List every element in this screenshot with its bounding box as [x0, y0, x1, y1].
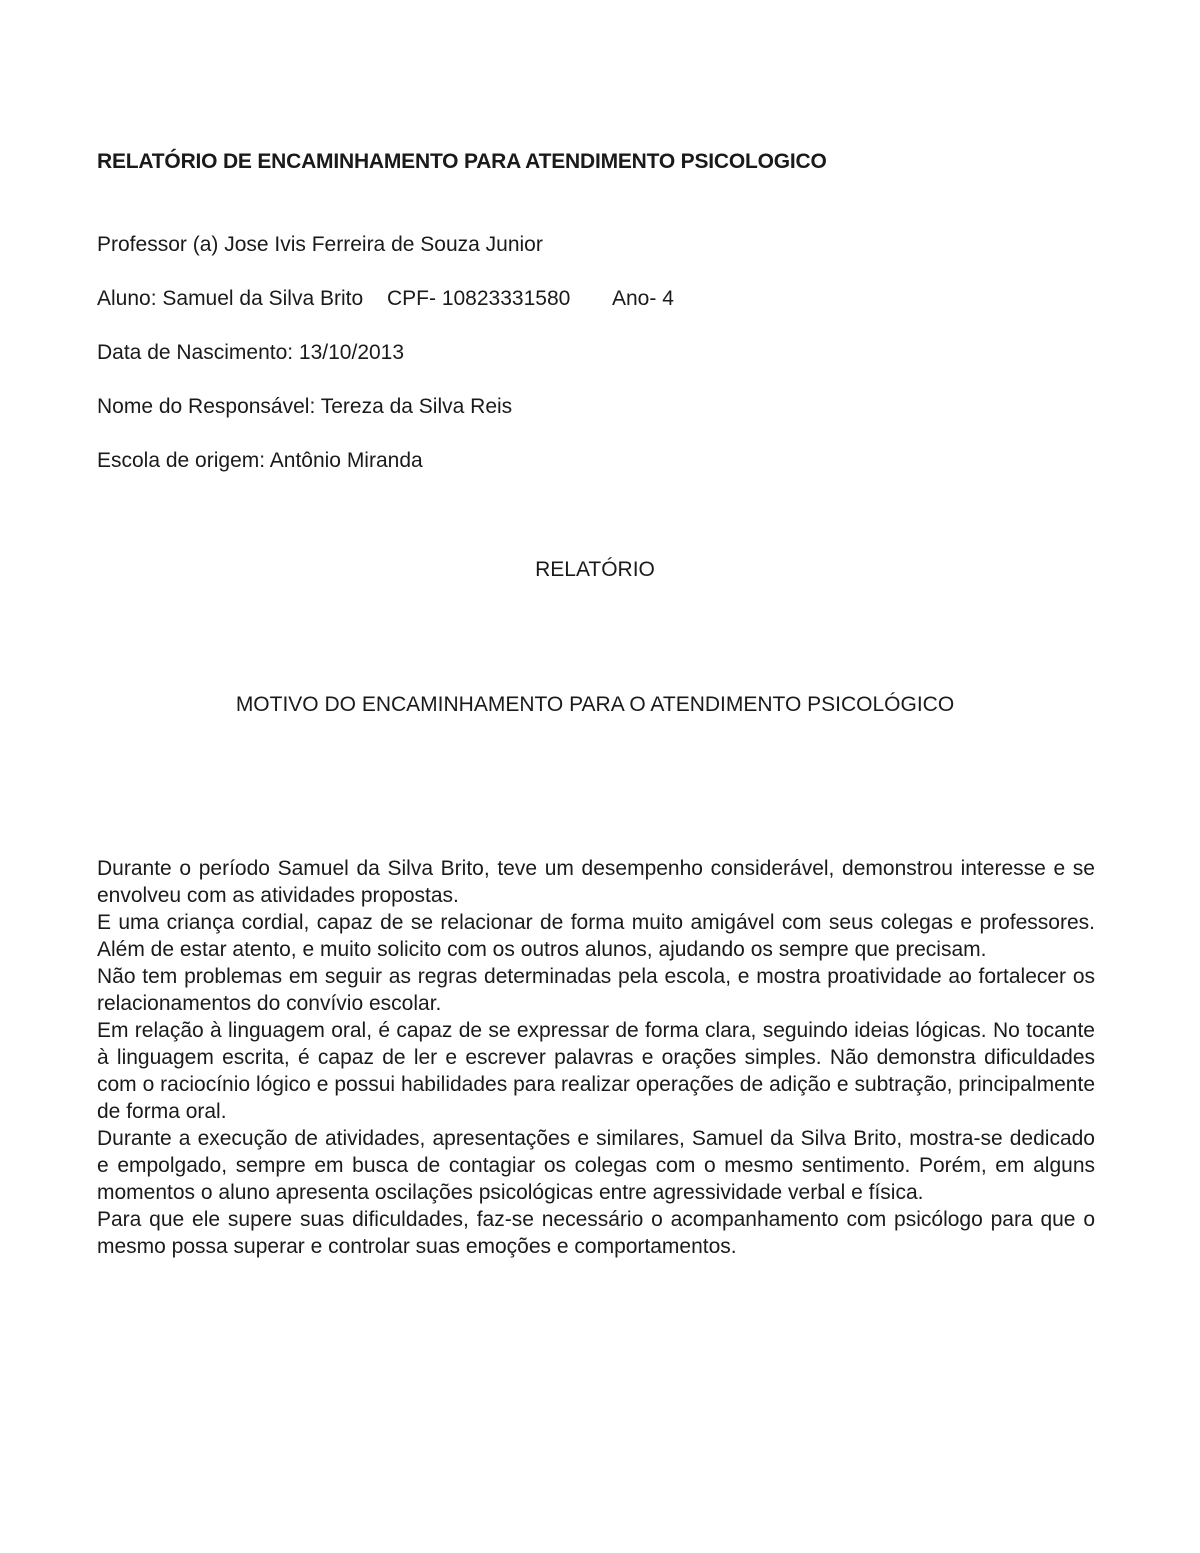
origin-school-field: Escola de origem: Antônio Miranda: [97, 449, 423, 472]
guardian-field: Nome do Responsável: Tereza da Silva Reis: [97, 395, 513, 418]
report-paragraph: Para que ele supere suas dificuldades, faz-se necessário o acompanhamento com psicólogo para que o mesmo possa superar e controlar suas emoções e comportamentos.: [97, 1208, 1095, 1258]
report-paragraph: Não tem problemas em seguir as regras determinadas pela escola, e mostra proatividade ao fortalecer os relacionamentos do convívio escolar.: [97, 965, 1095, 1015]
section-heading-relatorio: RELATÓRIO: [535, 558, 655, 581]
report-paragraph: Em relação à linguagem oral, é capaz de se expressar de forma clara, seguindo ideias lógicas. No tocante à linguagem escrita, é capaz de ler e escrever palavras e orações simples. Não demonstra dificuldades com o raciocínio lógico e possui habilidades para realizar operações de adição e subtração, principalmente de forma oral.: [97, 1019, 1095, 1123]
document-title: RELATÓRIO DE ENCAMINHAMENTO PARA ATENDIMENTO PSICOLOGICO: [97, 150, 827, 173]
report-body: [97, 855, 1095, 1260]
cpf-field: CPF- 10823331580: [387, 287, 571, 310]
aluno-row: [97, 287, 674, 311]
report-paragraph: E uma criança cordial, capaz de se relacionar de forma muito amigável com seus colegas e professores. Além de estar atento, e muito solicito com os outros alunos, ajudando os sempre que precisam.: [97, 911, 1095, 961]
section-heading-motivo: MOTIVO DO ENCAMINHAMENTO PARA O ATENDIMENTO PSICOLÓGICO: [235, 693, 955, 716]
birth-date-field: Data de Nascimento: 13/10/2013: [97, 341, 405, 364]
report-paragraph: Durante o período Samuel da Silva Brito, teve um desempenho considerável, demonstrou interesse e se envolveu com as atividades propostas.: [97, 857, 1095, 907]
aluno-field: Aluno: Samuel da Silva Brito: [97, 287, 364, 310]
professor-field: Professor (a) Jose Ivis Ferreira de Souza Junior: [97, 233, 543, 256]
ano-field: Ano- 4: [612, 287, 674, 310]
report-paragraph: Durante a execução de atividades, apresentações e similares, Samuel da Silva Brito, mostra-se dedicado e empolgado, sempre em busca de contagiar os colegas com o mesmo sentimento. Porém, em alguns momentos o aluno apresenta oscilações psicológicas entre agressividade verbal e física.: [97, 1127, 1095, 1204]
